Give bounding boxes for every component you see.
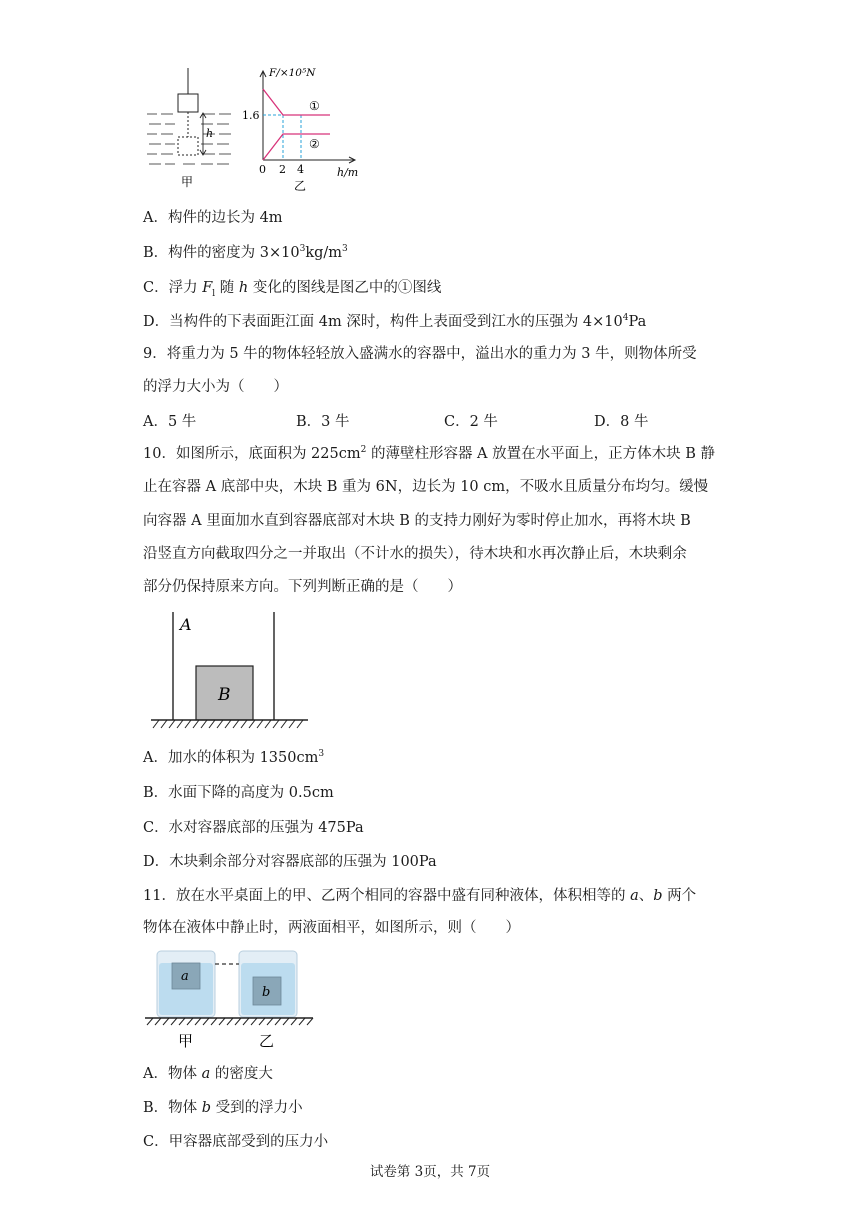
q8-yi-label: 乙 xyxy=(294,179,307,192)
q10-figure xyxy=(143,608,313,738)
q8-tick-0: 0 xyxy=(259,163,266,176)
q8-tick-1-6: 1.6 xyxy=(242,109,260,122)
q8-curve-1 xyxy=(263,89,330,115)
q11-fig-label-a: a xyxy=(181,969,189,984)
q8-curve-2 xyxy=(263,134,330,160)
q11-stem-line1: 11．放在水平桌面上的甲、乙两个相同的容器中盛有同种液体，体积相等的 a、b 两个 xyxy=(143,888,697,904)
q11-option-c: C．甲容器底部受到的压力小 xyxy=(143,1134,329,1150)
q10-option-a: A．加水的体积为 $1350cm^3$ xyxy=(143,749,325,766)
q11-container-jia xyxy=(157,951,215,1017)
q10-option-c: C．水对容器底部的压强为 475Pa xyxy=(143,820,364,836)
q10-fig-label-b: B xyxy=(218,685,231,705)
q8-tick-4: 4 xyxy=(297,163,304,176)
q11-figure xyxy=(143,945,318,1053)
q8-curve-2-label: ② xyxy=(309,137,320,151)
q8-curve-1-label: ① xyxy=(309,99,320,113)
q8-jia-label: 甲 xyxy=(181,175,194,189)
q9-option-a: A．5 牛 xyxy=(143,414,197,430)
q9-option-d: D．8 牛 xyxy=(594,414,649,430)
q10-stem-line3: 向容器 A 里面加水直到容器底部对木块 B 的支持力刚好为零时停止加水，再将木块 B xyxy=(143,513,691,529)
q10-option-b: B．水面下降的高度为 0.5cm xyxy=(143,785,334,801)
q11-option-a: A．物体 a 的密度大 xyxy=(143,1066,273,1082)
q8-option-d: D．当构件的下表面距江面 4m 深时，构件上表面受到江水的压强为 $4\times 10^4Pa$ xyxy=(143,313,647,330)
q11-stem-line2: 物体在液体中静止时，两液面相平，如图所示，则（ ） xyxy=(143,920,520,936)
q10-fig-label-a: A xyxy=(180,615,192,634)
q9-stem-line2: 的浮力大小为（ ） xyxy=(143,379,288,395)
q9-option-b: B．3 牛 xyxy=(296,414,350,430)
q8-x-axis-label: h/m xyxy=(337,166,359,179)
q10-stem-line1: 10．如图所示，底面积为 $225cm^2$ 的薄壁柱形容器 A 放置在水平面上，正方体木块 B 静 xyxy=(143,445,716,462)
q11-container-yi xyxy=(239,951,297,1017)
q8-option-b: B．构件的密度为 $3\times 10^3kg/m^3$ xyxy=(143,244,348,261)
q11-fig-label-yi: 乙 xyxy=(259,1032,275,1050)
q8-graph xyxy=(260,71,355,163)
q9-option-c: C．2 牛 xyxy=(444,414,498,430)
q8-y-axis-label: F/×10⁵N xyxy=(269,67,316,79)
q8-option-a: A．构件的边长为 4m xyxy=(143,210,283,226)
q10-stem-line2: 止在容器 A 底部中央，木块 B 重为 6N，边长为 10 cm，不吸水且质量分布均匀。缓慢 xyxy=(143,479,709,495)
q8-tick-2: 2 xyxy=(279,163,286,176)
q8-figure xyxy=(143,62,373,192)
q10-stem-line4: 沿竖直方向截取四分之一并取出（不计水的损失），待木块和水再次静止后，木块剩余 xyxy=(143,546,687,562)
q8-fig-jia xyxy=(147,68,231,164)
q10-option-d: D．木块剩余部分对容器底部的压强为 100Pa xyxy=(143,854,437,870)
q11-option-b: B．物体 b 受到的浮力小 xyxy=(143,1100,303,1116)
q11-fig-label-jia: 甲 xyxy=(178,1032,194,1050)
q8-option-c: C．浮力 $F_l$ 随 h 变化的图线是图乙中的①图线 xyxy=(143,280,442,299)
q11-fig-label-b: b xyxy=(262,985,271,1000)
page-footer: 试卷第 3页，共 7页 xyxy=(369,1164,491,1180)
q8-h-label: h xyxy=(206,127,214,140)
q10-stem-line5: 部分仍保持原来方向。下列判断正确的是（ ） xyxy=(143,579,462,595)
q9-stem-line1: 9．将重力为 5 牛的物体轻轻放入盛满水的容器中，溢出水的重力为 3 牛，则物体所受 xyxy=(143,346,697,362)
